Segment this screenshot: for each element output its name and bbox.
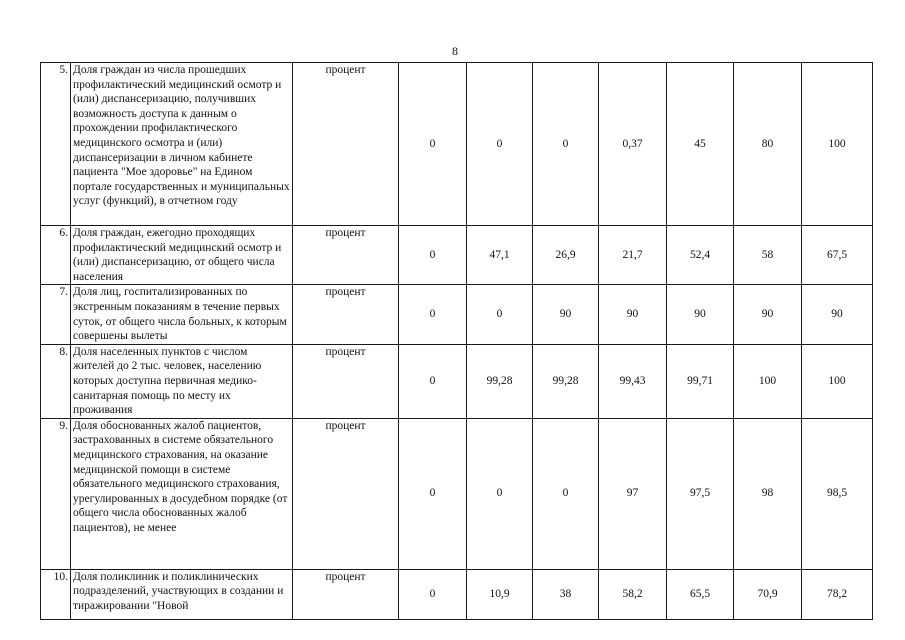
value-cell: 58,2: [599, 569, 667, 619]
table-row: [41, 344, 873, 418]
value-cell: 0: [467, 418, 533, 569]
indicators-table: [40, 62, 873, 620]
value-cell: 0: [533, 63, 599, 226]
indicator-name: Доля граждан из числа прошедших профилактический медицинский осмотр и (или) диспансеризацию, получивших возможность доступа к данным о прохождении профилактического медицинского осмотра и (или) диспансеризации в личном кабинете пациента "Мое здоровье" на Едином портале государственных и муниципальных услуг (функций), в отчетном году: [71, 63, 293, 226]
value-cell: 0: [399, 344, 467, 418]
unit-cell: процент: [293, 569, 399, 619]
value-cell: 58: [734, 226, 802, 285]
value-cell: 80: [734, 63, 802, 226]
table-row: [41, 226, 873, 285]
value-cell: 0: [399, 226, 467, 285]
unit-cell: процент: [293, 63, 399, 226]
value-cell: 0: [399, 418, 467, 569]
value-cell: 52,4: [667, 226, 734, 285]
value-cell: 90: [734, 285, 802, 344]
value-cell: 0: [399, 285, 467, 344]
page-number: 8: [452, 44, 458, 58]
table-row: [41, 63, 873, 226]
value-cell: 100: [802, 63, 873, 226]
value-cell: 67,5: [802, 226, 873, 285]
value-cell: 90: [599, 285, 667, 344]
value-cell: 99,43: [599, 344, 667, 418]
value-cell: 65,5: [667, 569, 734, 619]
value-cell: 21,7: [599, 226, 667, 285]
row-number: 5.: [41, 63, 71, 226]
row-number: 10.: [41, 569, 71, 619]
value-cell: 70,9: [734, 569, 802, 619]
row-number: 8.: [41, 344, 71, 418]
value-cell: 0: [399, 569, 467, 619]
indicator-name: Доля населенных пунктов с числом жителей до 2 тыс. человек, населению которых доступна первичная медико-санитарная помощь по месту их проживания: [71, 344, 293, 418]
value-cell: 98: [734, 418, 802, 569]
value-cell: 10,9: [467, 569, 533, 619]
indicator-name: Доля поликлиник и поликлинических подразделений, участвующих в создании и тиражировании "Новой: [71, 569, 293, 619]
unit-cell: процент: [293, 226, 399, 285]
value-cell: 97: [599, 418, 667, 569]
value-cell: 0: [467, 63, 533, 226]
value-cell: 0,37: [599, 63, 667, 226]
value-cell: 100: [802, 344, 873, 418]
table-row: [41, 285, 873, 344]
row-number: 7.: [41, 285, 71, 344]
unit-cell: процент: [293, 418, 399, 569]
value-cell: 90: [802, 285, 873, 344]
value-cell: 45: [667, 63, 734, 226]
value-cell: 0: [467, 285, 533, 344]
value-cell: 47,1: [467, 226, 533, 285]
unit-cell: процент: [293, 285, 399, 344]
table-row: [41, 418, 873, 569]
row-number: 6.: [41, 226, 71, 285]
value-cell: 99,28: [533, 344, 599, 418]
value-cell: 99,28: [467, 344, 533, 418]
unit-cell: процент: [293, 344, 399, 418]
value-cell: 90: [667, 285, 734, 344]
value-cell: 100: [734, 344, 802, 418]
indicator-name: Доля лиц, госпитализированных по экстренным показаниям в течение первых суток, от общего числа больных, к которым совершены вылеты: [71, 285, 293, 344]
value-cell: 0: [399, 63, 467, 226]
indicator-name: Доля обоснованных жалоб пациентов, застрахованных в системе обязательного медицинского страхования, на оказание медицинской помощи в системе обязательного медицинского страхования, урегулированных в досудебном порядке (от общего числа обоснованных жалоб пациентов), не менее: [71, 418, 293, 569]
value-cell: 26,9: [533, 226, 599, 285]
value-cell: 90: [533, 285, 599, 344]
value-cell: 38: [533, 569, 599, 619]
value-cell: 0: [533, 418, 599, 569]
value-cell: 97,5: [667, 418, 734, 569]
value-cell: 99,71: [667, 344, 734, 418]
row-number: 9.: [41, 418, 71, 569]
value-cell: 78,2: [802, 569, 873, 619]
table-row: [41, 569, 873, 619]
indicator-name: Доля граждан, ежегодно проходящих профилактический медицинский осмотр и (или) диспансеризацию, от общего числа населения: [71, 226, 293, 285]
value-cell: 98,5: [802, 418, 873, 569]
